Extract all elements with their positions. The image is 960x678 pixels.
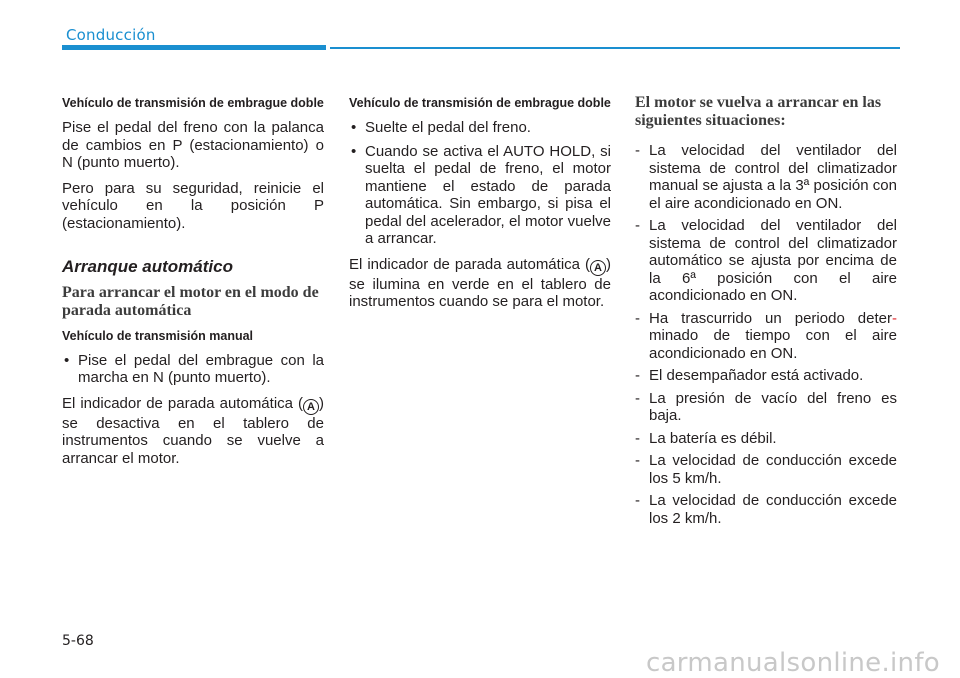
list-item (635, 390, 897, 425)
subsection-label: Vehículo de transmisión manual (62, 328, 254, 343)
bullet-list (349, 119, 611, 248)
bullet-mark: • (64, 351, 70, 369)
dash-mark: - (635, 367, 640, 384)
subsection-heading: Para arrancar el motor en el modo de parada automática (62, 283, 319, 319)
dash-mark: - (635, 389, 640, 407)
hyphen-mark: - (892, 309, 897, 327)
list-item-text: La velocidad de conducción excede los 5 km/h. (649, 452, 897, 487)
list-item (349, 119, 611, 137)
paragraph-text: ) se desactiva en el tablero de instrumentos cuando se vuelve a arrancar el motor. (62, 394, 324, 467)
paragraph (349, 256, 611, 311)
list-item-text: La velocidad del ventilador del sistema de control del climatizador automático se ajusta por encima de la 6ª posición con el aire acondicionado en ON. (649, 217, 897, 304)
list-item-text: El desempañador está activado. (649, 367, 864, 384)
dash-mark: - (635, 142, 640, 159)
list-item-text: Ha trascurrido un periodo deter (649, 309, 892, 327)
list-item-text: minado de tiempo con el aire acondicionado en ON. (649, 327, 897, 362)
dash-mark: - (635, 309, 640, 327)
page-number: 5-68 (62, 633, 94, 649)
list-item (635, 217, 897, 305)
paragraph-text: El indicador de parada automática ( (349, 255, 590, 273)
list-item (349, 143, 611, 248)
dash-mark: - (635, 492, 640, 509)
list-item-text: La velocidad de conducción excede los 2 km/h. (649, 492, 897, 527)
dash-mark: - (635, 217, 640, 234)
section-heading: Arranque automático (62, 257, 233, 276)
list-item (635, 142, 897, 212)
list-item (635, 367, 897, 385)
auto-stop-indicator-icon: A (590, 260, 606, 276)
list-item-text: La batería es débil. (649, 429, 777, 447)
column-right (635, 94, 897, 535)
bullet-mark: • (351, 119, 357, 136)
header-rule-thin (330, 47, 900, 49)
list-item-text: Cuando se activa el AUTO HOLD, si suelta el pedal de freno, el motor mantiene el estado de parada automática. Sin embargo, si pisa el pedal del acelerador, el motor vuelve a arrancar. (365, 142, 611, 247)
auto-stop-indicator-icon: A (303, 399, 319, 415)
list-item (635, 452, 897, 487)
section-title: Conducción (66, 26, 156, 44)
paragraph-text: ) se ilumina en verde en el tablero de instrumentos cuando se para el motor. (349, 255, 611, 310)
list-item (62, 352, 324, 387)
bullet-list (62, 352, 324, 387)
subsection-heading: El motor se vuelva a arrancar en las siguientes situaciones: (635, 94, 882, 129)
list-item (635, 492, 897, 527)
bullet-mark: • (351, 142, 357, 160)
list-item-text: Suelte el pedal del freno. (365, 119, 531, 136)
list-item-text: Pise el pedal del embrague con la marcha en N (punto muerto). (78, 351, 324, 386)
header-rule-thick (62, 45, 326, 50)
column-left (62, 96, 324, 475)
dash-mark: - (635, 452, 640, 469)
list-item-text: La presión de vacío del freno es baja. (649, 389, 897, 424)
watermark: carmanualsonline.info (645, 648, 940, 678)
paragraph-text: El indicador de parada automática ( (62, 394, 303, 412)
subsection-label: Vehículo de transmisión de embrague doble (349, 96, 611, 110)
list-item (635, 310, 897, 363)
column-middle (349, 96, 611, 319)
subsection-label: Vehículo de transmisión de embrague doble (62, 96, 324, 110)
paragraph: Pero para su seguridad, reinicie el vehículo en la posición P (estacionamiento). (62, 179, 324, 232)
list-item (635, 430, 897, 448)
paragraph (62, 395, 324, 468)
paragraph: Pise el pedal del freno con la palanca de cambios en P (estacionamiento) o N (punto muerto). (62, 119, 324, 171)
list-item-text: La velocidad del ventilador del sistema de control del climatizador manual se ajusta a la 3ª posición con el aire acondicionado en ON. (649, 142, 897, 212)
condition-list (635, 142, 897, 527)
dash-mark: - (635, 429, 640, 447)
